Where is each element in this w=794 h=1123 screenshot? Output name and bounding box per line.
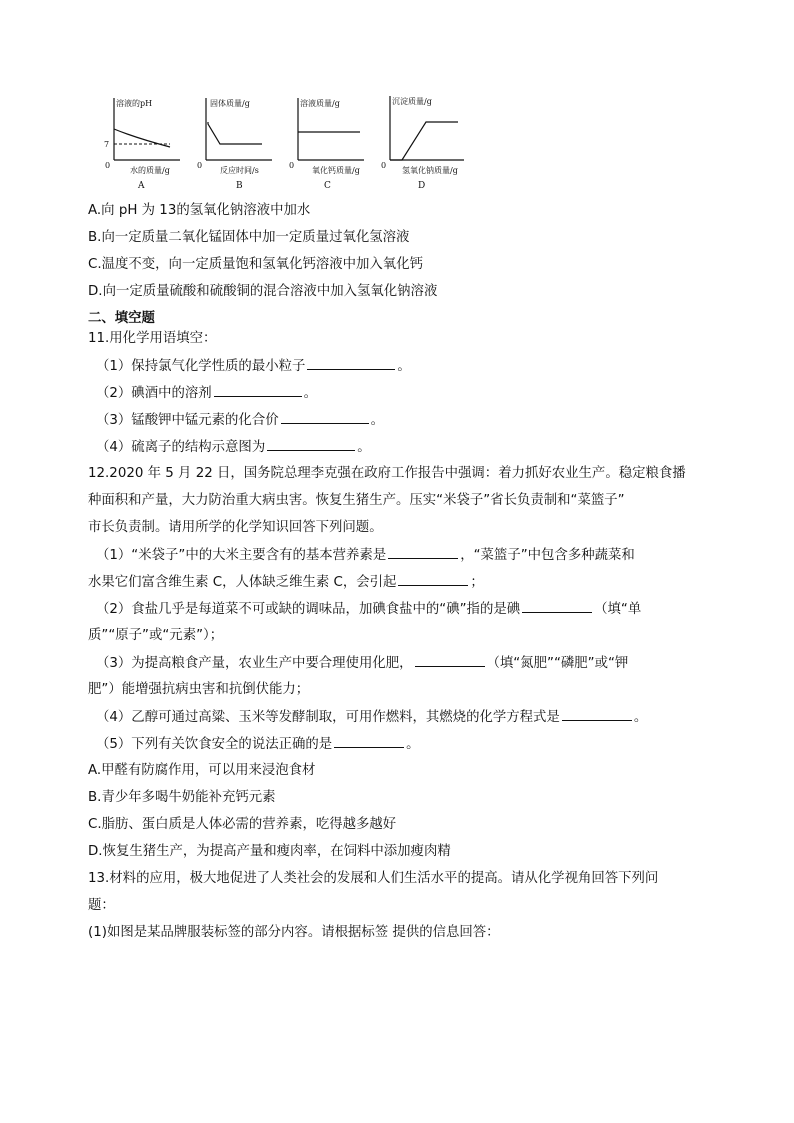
- graph-a-label: A: [138, 181, 145, 191]
- graph-d-label: D: [418, 181, 426, 191]
- answer-blank[interactable]: [281, 410, 369, 424]
- q12-part-3-line-1: [96, 653, 628, 674]
- q12-part-1-line-2: [88, 572, 484, 593]
- answer-blank[interactable]: [398, 572, 468, 586]
- q12-option-c: C.脂肪、蛋白质是人体必需的营养素，吃得越多越好: [88, 817, 397, 832]
- q12-part-3-text-a: （3）为提高粮食产量，农业生产中要合理使用化肥，: [96, 656, 413, 671]
- q11-item-4: [96, 437, 371, 458]
- graph-b: [197, 98, 272, 191]
- graph-b-ylabel: 固体质量/g: [210, 99, 250, 108]
- graph-d-ylabel: 沉淀质量/g: [392, 97, 432, 106]
- section-title: 二、填空题: [88, 311, 155, 326]
- q13-stem-line-1: 13.材料的应用，极大地促进了人类社会的发展和人们生活水平的提高。请从化学视角回答下列问: [88, 871, 659, 886]
- graph-d: [381, 96, 464, 191]
- q12-part-5: [96, 734, 420, 755]
- q12-part-2-line-2: 质”“原子”或“元素”）；: [88, 628, 224, 643]
- q11-item-1: [96, 356, 411, 377]
- graph-c-label: C: [324, 181, 331, 191]
- answer-blank[interactable]: [267, 437, 355, 451]
- graph-a-ylabel: 溶液的pH: [116, 99, 153, 108]
- q12-part-5-text: （5）下列有关饮食安全的说法正确的是: [96, 737, 333, 752]
- q12-part-3-text-b: （填“氮肥”“磷肥”或“钾: [486, 656, 629, 671]
- q11-item-3-end: 。: [370, 413, 384, 428]
- answer-blank[interactable]: [415, 653, 485, 667]
- q10-option-d: D.向一定质量硫酸和硫酸铜的混合溶液中加入氢氧化钠溶液: [88, 284, 438, 299]
- graph-c-ylabel: 溶液质量/g: [300, 99, 340, 108]
- q12-part-4: [96, 707, 647, 728]
- q12-part-1-line-1: [96, 545, 635, 566]
- q12-option-d: D.恢复生猪生产，为提高产量和瘦肉率，在饲料中添加瘦肉精: [88, 844, 451, 859]
- graph-a-xlabel: 水的质量/g: [130, 166, 170, 175]
- graph-a: [104, 98, 180, 191]
- q11-item-2: [96, 383, 317, 404]
- graph-a-origin: 0: [105, 161, 111, 170]
- graph-a-ytick: 7: [104, 140, 110, 149]
- graph-d-xlabel: 氢氧化钠质量/g: [402, 166, 458, 175]
- q10-option-b: B.向一定质量二氧化锰固体中加一定质量过氧化氢溶液: [88, 230, 410, 245]
- q12-option-b: B.青少年多喝牛奶能补充钙元素: [88, 790, 276, 805]
- q12-part-2-line-1: [96, 599, 641, 620]
- q11-item-1-text: （1）保持氯气化学性质的最小粒子: [96, 359, 306, 374]
- graph-c-origin: 0: [289, 161, 295, 170]
- q11-item-2-end: 。: [303, 386, 318, 401]
- q12-part-2-text-b: （填“单: [594, 602, 642, 617]
- answer-blank[interactable]: [214, 383, 302, 397]
- q11-item-3-text: （3）锰酸钾中锰元素的化合价: [96, 413, 279, 428]
- q12-stem-line-2: 种面积和产量，大力防治重大病虫害。恢复生猪生产。压实“米袋子”省长负责制和“菜篮子”: [88, 493, 625, 508]
- q12-stem-line-3: 市长负责制。请用所学的化学知识回答下列问题。: [88, 520, 383, 535]
- q11-stem: 11.用化学用语填空：: [88, 331, 217, 346]
- answer-blank[interactable]: [562, 707, 632, 721]
- q10-option-a: A.向 pH 为 13的氢氧化钠溶液中加水: [88, 203, 311, 218]
- q12-part-1-text-a: （1）“米袋子”中的大米主要含有的基本营养素是: [96, 548, 387, 563]
- q11-item-1-end: 。: [397, 359, 411, 374]
- graph-b-label: B: [236, 181, 243, 191]
- answer-blank[interactable]: [334, 734, 404, 748]
- answer-blank[interactable]: [522, 599, 592, 613]
- q12-part-3-line-2: 肥”）能增强抗病虫害和抗倒伏能力；: [88, 682, 310, 697]
- q13-stem-line-2: 题：: [88, 898, 115, 913]
- q12-part-1-text-d: ；: [470, 575, 484, 590]
- q11-item-3: [96, 410, 384, 431]
- graph-c-xlabel: 氧化钙质量/g: [312, 166, 360, 175]
- graph-d-origin: 0: [381, 161, 387, 170]
- graph-c: [289, 98, 364, 191]
- graph-b-origin: 0: [197, 161, 203, 170]
- q13-part-1: (1)如图是某品牌服装标签的部分内容。请根据标签 提供的信息回答：: [88, 925, 500, 940]
- q12-part-1-text-b: ，“菜篮子”中包含多种蔬菜和: [460, 548, 635, 563]
- q11-item-4-text: （4）硫离子的结构示意图为: [96, 440, 266, 455]
- q12-option-a: A.甲醛有防腐作用，可以用来浸泡食材: [88, 763, 316, 778]
- q12-part-2-text-a: （2）食盐几乎是每道菜不可或缺的调味品，加碘食盐中的“碘”指的是碘: [96, 602, 521, 617]
- graph-b-xlabel: 反应时间/s: [220, 166, 259, 175]
- answer-blank[interactable]: [388, 545, 458, 559]
- answer-blank[interactable]: [307, 356, 395, 370]
- graphs-figure: [96, 92, 476, 192]
- q12-part-1-text-c: 水果它们富含维生素 C，人体缺乏维生素 C，会引起: [88, 575, 397, 590]
- q12-part-5-end: 。: [406, 737, 420, 752]
- q11-item-2-text: （2）碘酒中的溶剂: [96, 386, 212, 401]
- q12-part-4-text: （4）乙醇可通过高粱、玉米等发酵制取，可用作燃料，其燃烧的化学方程式是: [96, 710, 560, 725]
- q12-stem-line-1: 12.2020 年 5 月 22 日，国务院总理李克强在政府工作报告中强调：着力抓好农业生产。稳定粮食播: [88, 466, 686, 481]
- q11-item-4-end: 。: [357, 440, 371, 455]
- q12-part-4-end: 。: [633, 710, 648, 725]
- q10-option-c: C.温度不变，向一定质量饱和氢氧化钙溶液中加入氧化钙: [88, 257, 423, 272]
